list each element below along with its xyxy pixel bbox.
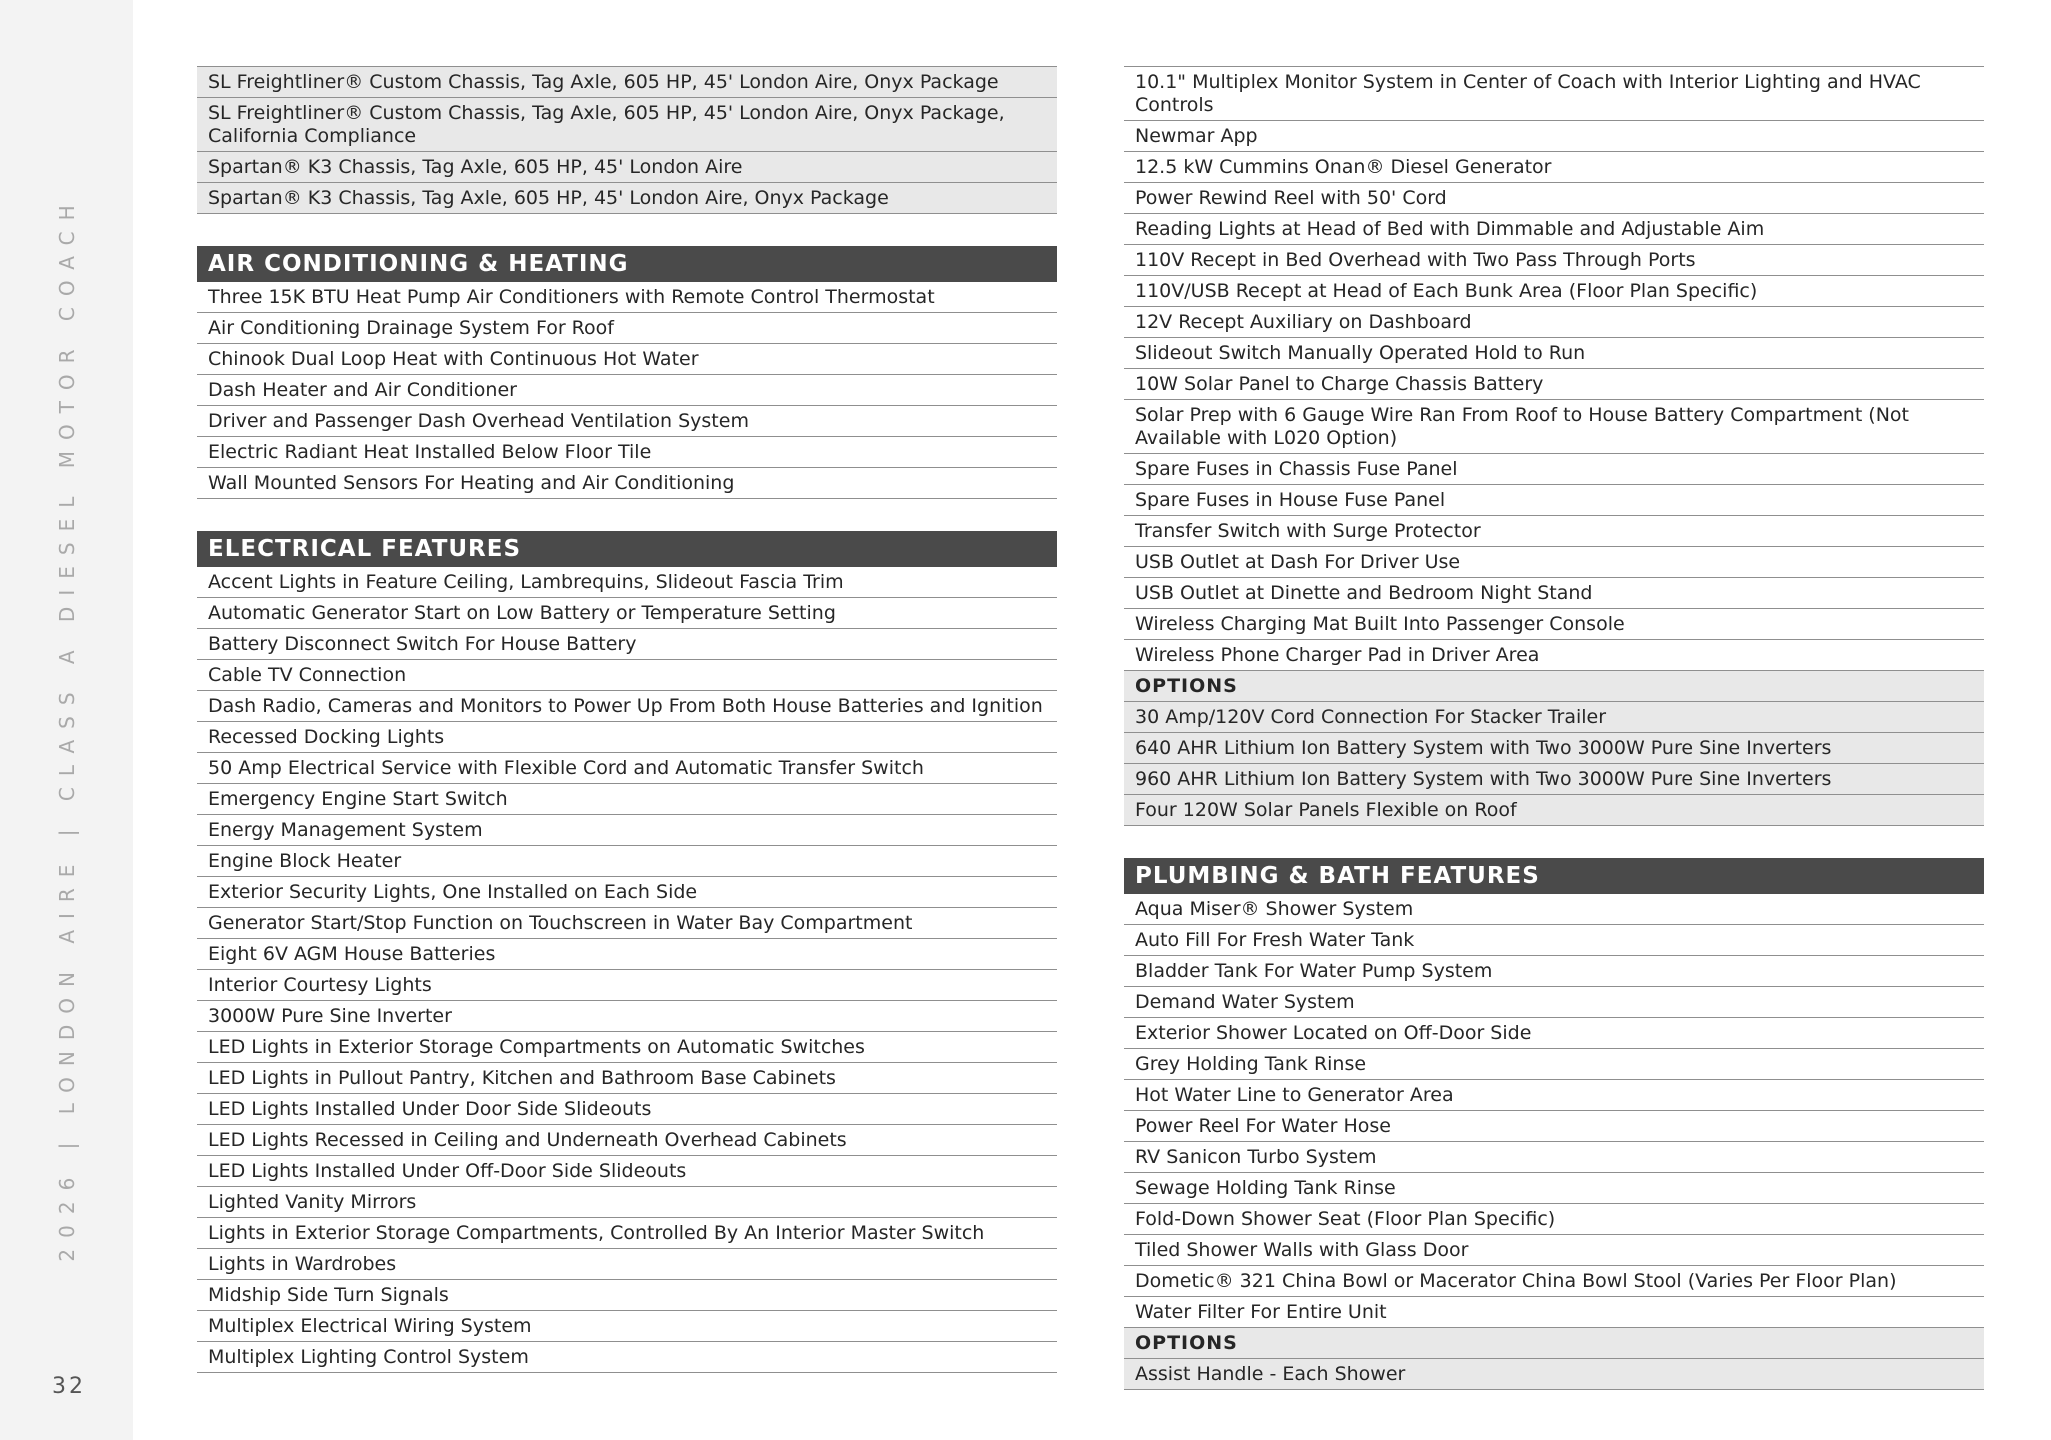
feature-row: 10W Solar Panel to Charge Chassis Battery (1124, 369, 1984, 400)
option-row: Four 120W Solar Panels Flexible on Roof (1124, 795, 1984, 826)
feature-row: Reading Lights at Head of Bed with Dimmable and Adjustable Aim (1124, 214, 1984, 245)
feature-row: 110V/USB Recept at Head of Each Bunk Area (Floor Plan Specific) (1124, 276, 1984, 307)
feature-row: Transfer Switch with Surge Protector (1124, 516, 1984, 547)
chassis-options-list (197, 66, 1057, 214)
feature-row: LED Lights in Pullout Pantry, Kitchen and Bathroom Base Cabinets (197, 1063, 1057, 1094)
feature-row: Automatic Generator Start on Low Battery or Temperature Setting (197, 598, 1057, 629)
feature-row: Spare Fuses in Chassis Fuse Panel (1124, 454, 1984, 485)
feature-row: Solar Prep with 6 Gauge Wire Ran From Roof to House Battery Compartment (Not Available with L020 Option) (1124, 400, 1984, 454)
plumbing-options-heading: OPTIONS (1124, 1328, 1984, 1359)
page-number: 32 (52, 1374, 86, 1399)
section-header-electrical: ELECTRICAL FEATURES (197, 531, 1057, 567)
feature-row: Lights in Exterior Storage Compartments, Controlled By An Interior Master Switch (197, 1218, 1057, 1249)
feature-row: Aqua Miser® Shower System (1124, 894, 1984, 925)
feature-row: USB Outlet at Dash For Driver Use (1124, 547, 1984, 578)
feature-row: Lighted Vanity Mirrors (197, 1187, 1057, 1218)
vertical-document-title: 2026 | LONDON AIRE | CLASS A DIESEL MOTOR COACH (55, 194, 79, 1262)
section-header-air-conditioning: AIR CONDITIONING & HEATING (197, 246, 1057, 282)
feature-row: Power Reel For Water Hose (1124, 1111, 1984, 1142)
feature-row: Wireless Charging Mat Built Into Passenger Console (1124, 609, 1984, 640)
feature-row: Exterior Shower Located on Off-Door Side (1124, 1018, 1984, 1049)
feature-row: Energy Management System (197, 815, 1057, 846)
electrical-options-heading: OPTIONS (1124, 671, 1984, 702)
feature-row: Dometic® 321 China Bowl or Macerator China Bowl Stool (Varies Per Floor Plan) (1124, 1266, 1984, 1297)
feature-row: 12.5 kW Cummins Onan® Diesel Generator (1124, 152, 1984, 183)
feature-row: Interior Courtesy Lights (197, 970, 1057, 1001)
feature-row: Spare Fuses in House Fuse Panel (1124, 485, 1984, 516)
feature-row: Lights in Wardrobes (197, 1249, 1057, 1280)
feature-row: Slideout Switch Manually Operated Hold to Run (1124, 338, 1984, 369)
feature-row: Power Rewind Reel with 50' Cord (1124, 183, 1984, 214)
right-column (1124, 66, 1984, 1390)
feature-row: Generator Start/Stop Function on Touchscreen in Water Bay Compartment (197, 908, 1057, 939)
feature-row: Emergency Engine Start Switch (197, 784, 1057, 815)
feature-row: Bladder Tank For Water Pump System (1124, 956, 1984, 987)
feature-row: Wall Mounted Sensors For Heating and Air Conditioning (197, 468, 1057, 499)
chassis-option-row: SL Freightliner® Custom Chassis, Tag Axle, 605 HP, 45' London Aire, Onyx Package, California Compliance (197, 98, 1057, 152)
electrical-continued-list (1124, 66, 1984, 671)
feature-row: Engine Block Heater (197, 846, 1057, 877)
feature-row: Auto Fill For Fresh Water Tank (1124, 925, 1984, 956)
feature-row: Sewage Holding Tank Rinse (1124, 1173, 1984, 1204)
chassis-option-row: Spartan® K3 Chassis, Tag Axle, 605 HP, 45' London Aire, Onyx Package (197, 183, 1057, 214)
feature-row: USB Outlet at Dinette and Bedroom Night Stand (1124, 578, 1984, 609)
feature-row: 3000W Pure Sine Inverter (197, 1001, 1057, 1032)
option-row: Assist Handle - Each Shower (1124, 1359, 1984, 1390)
feature-row: Eight 6V AGM House Batteries (197, 939, 1057, 970)
feature-row: Cable TV Connection (197, 660, 1057, 691)
feature-row: LED Lights in Exterior Storage Compartments on Automatic Switches (197, 1032, 1057, 1063)
feature-row: Newmar App (1124, 121, 1984, 152)
feature-row: Driver and Passenger Dash Overhead Ventilation System (197, 406, 1057, 437)
sidebar (0, 0, 133, 1440)
feature-row: Exterior Security Lights, One Installed on Each Side (197, 877, 1057, 908)
option-row: 640 AHR Lithium Ion Battery System with Two 3000W Pure Sine Inverters (1124, 733, 1984, 764)
chassis-option-row: Spartan® K3 Chassis, Tag Axle, 605 HP, 45' London Aire (197, 152, 1057, 183)
feature-row: Grey Holding Tank Rinse (1124, 1049, 1984, 1080)
feature-row: Accent Lights in Feature Ceiling, Lambrequins, Slideout Fascia Trim (197, 567, 1057, 598)
feature-row: Multiplex Electrical Wiring System (197, 1311, 1057, 1342)
feature-row: Wireless Phone Charger Pad in Driver Area (1124, 640, 1984, 671)
plumbing-list (1124, 894, 1984, 1328)
feature-row: Fold-Down Shower Seat (Floor Plan Specific) (1124, 1204, 1984, 1235)
plumbing-options-list (1124, 1359, 1984, 1390)
feature-row: Water Filter For Entire Unit (1124, 1297, 1984, 1328)
feature-row: LED Lights Installed Under Door Side Slideouts (197, 1094, 1057, 1125)
feature-row: 110V Recept in Bed Overhead with Two Pass Through Ports (1124, 245, 1984, 276)
option-row: 30 Amp/120V Cord Connection For Stacker Trailer (1124, 702, 1984, 733)
feature-row: Tiled Shower Walls with Glass Door (1124, 1235, 1984, 1266)
electrical-options-list (1124, 702, 1984, 826)
feature-row: 12V Recept Auxiliary on Dashboard (1124, 307, 1984, 338)
feature-row: 50 Amp Electrical Service with Flexible Cord and Automatic Transfer Switch (197, 753, 1057, 784)
feature-row: LED Lights Installed Under Off-Door Side Slideouts (197, 1156, 1057, 1187)
section-header-plumbing: PLUMBING & BATH FEATURES (1124, 858, 1984, 894)
feature-row: Chinook Dual Loop Heat with Continuous Hot Water (197, 344, 1057, 375)
air-conditioning-list (197, 282, 1057, 499)
feature-row: Dash Radio, Cameras and Monitors to Power Up From Both House Batteries and Ignition (197, 691, 1057, 722)
feature-row: Air Conditioning Drainage System For Roof (197, 313, 1057, 344)
chassis-option-row: SL Freightliner® Custom Chassis, Tag Axle, 605 HP, 45' London Aire, Onyx Package (197, 67, 1057, 98)
feature-row: Dash Heater and Air Conditioner (197, 375, 1057, 406)
feature-row: Multiplex Lighting Control System (197, 1342, 1057, 1373)
feature-row: Recessed Docking Lights (197, 722, 1057, 753)
feature-row: RV Sanicon Turbo System (1124, 1142, 1984, 1173)
feature-row: 10.1" Multiplex Monitor System in Center of Coach with Interior Lighting and HVAC Controls (1124, 67, 1984, 121)
feature-row: Battery Disconnect Switch For House Battery (197, 629, 1057, 660)
feature-row: LED Lights Recessed in Ceiling and Underneath Overhead Cabinets (197, 1125, 1057, 1156)
left-column (197, 66, 1057, 1373)
feature-row: Midship Side Turn Signals (197, 1280, 1057, 1311)
feature-row: Hot Water Line to Generator Area (1124, 1080, 1984, 1111)
electrical-list (197, 567, 1057, 1373)
feature-row: Demand Water System (1124, 987, 1984, 1018)
feature-row: Electric Radiant Heat Installed Below Floor Tile (197, 437, 1057, 468)
option-row: 960 AHR Lithium Ion Battery System with Two 3000W Pure Sine Inverters (1124, 764, 1984, 795)
feature-row: Three 15K BTU Heat Pump Air Conditioners with Remote Control Thermostat (197, 282, 1057, 313)
